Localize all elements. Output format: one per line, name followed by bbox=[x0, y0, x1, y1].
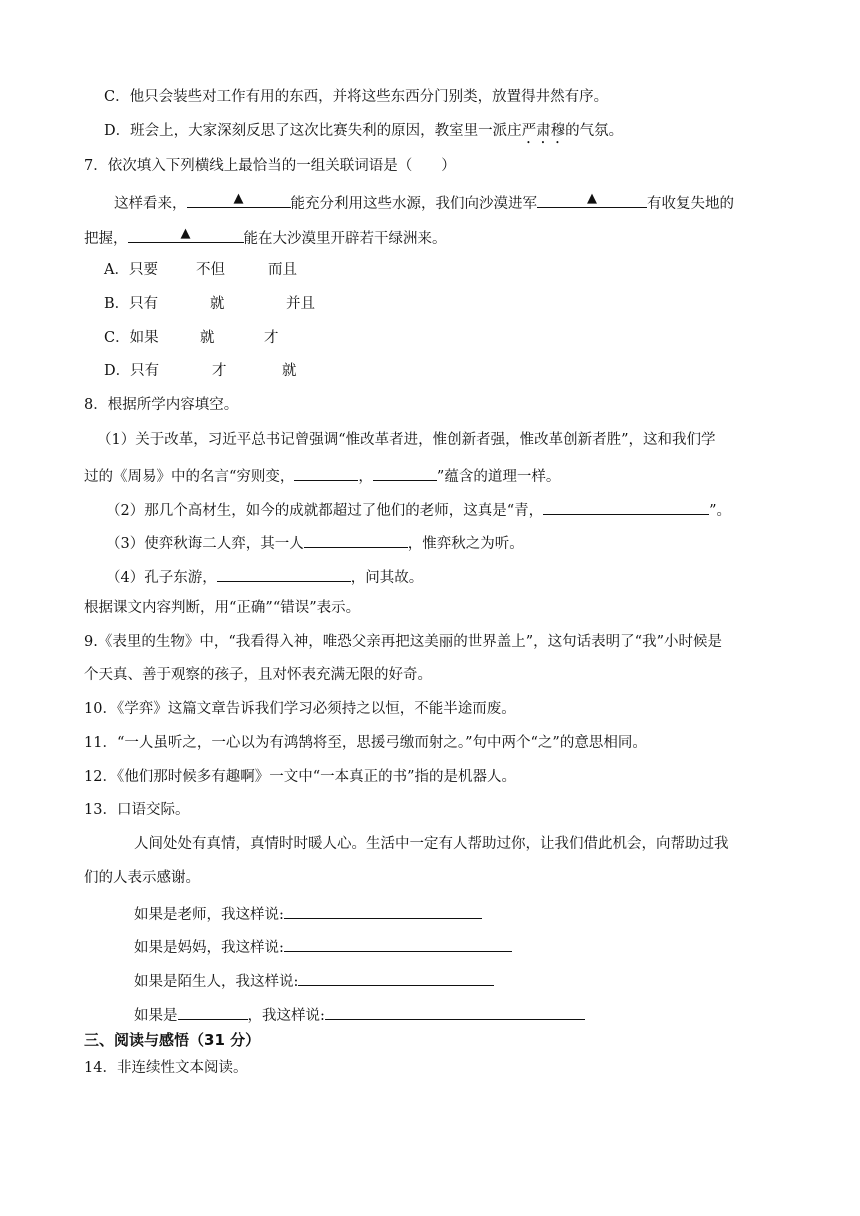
q8-part3-text: （3）使弈秋诲二人弈，其一人 bbox=[106, 536, 304, 552]
q9-line1: 9.《表里的生物》中，“我看得入神，唯恐父亲再把这美丽的世界盖上”，这句话表明了“我”小时候是 bbox=[84, 634, 722, 650]
option-word: D．只有 bbox=[104, 363, 160, 379]
q13-stranger-blank[interactable] bbox=[298, 969, 494, 986]
q10: 10．《学弈》这篇文章告诉我们学习必须持之以恒，不能半途而废。 bbox=[84, 701, 516, 717]
q8-blank-4[interactable] bbox=[304, 531, 408, 548]
judge-intro: 根据课文内容判断，用“正确”“错误”表示。 bbox=[84, 600, 361, 616]
triangle-marker-icon: ▲ bbox=[587, 191, 597, 206]
q8-part2-end: ”。 bbox=[709, 503, 732, 519]
q7-line1 bbox=[114, 191, 734, 214]
option-word: C．如果 bbox=[104, 330, 159, 346]
section-3-heading: 三、阅读与感悟（31 分） bbox=[84, 1031, 261, 1049]
q7-line1-c: 有收复失地的 bbox=[647, 196, 734, 212]
option-word: 并且 bbox=[286, 296, 315, 312]
q6-option-d-dotted: 严肃穆 bbox=[521, 123, 566, 139]
q8-part3 bbox=[106, 531, 524, 554]
q8-part2-text: （2）那几个高材生，如今的成就都超过了他们的老师，这真是“青， bbox=[106, 503, 544, 519]
q7-line1-a: 这样看来， bbox=[114, 196, 187, 212]
q6-option-d-end: 的气氛。 bbox=[565, 123, 624, 139]
q13-teacher-label: 如果是老师，我这样说: bbox=[134, 907, 284, 923]
option-word: 就 bbox=[200, 330, 215, 346]
q6-option-d-text: D．班会上，大家深刻反思了这次比赛失利的原因，教室里一派庄 bbox=[104, 123, 522, 139]
q7-blank-1[interactable] bbox=[187, 191, 291, 208]
q8-part1-text: 过的《周易》中的名言“穷则变， bbox=[84, 469, 295, 485]
q13-para-line1: 人间处处有真情，真情时时暖人心。生活中一定有人帮助过你，让我们借此机会，向帮助过我 bbox=[134, 836, 729, 852]
q7-blank-2[interactable] bbox=[537, 191, 647, 208]
q6-option-c: C．他只会装些对工作有用的东西，并将这些东西分门别类，放置得井然有序。 bbox=[104, 89, 609, 105]
option-word: B．只有 bbox=[104, 296, 159, 312]
q8-blank-3[interactable] bbox=[543, 498, 709, 515]
q13-custom-blank-2[interactable] bbox=[325, 1003, 585, 1020]
q7-option-b bbox=[104, 294, 315, 314]
q7-option-a bbox=[104, 260, 297, 280]
q7-blank-3[interactable] bbox=[128, 226, 244, 243]
q8-part4-text: （4）孔子东游， bbox=[106, 570, 217, 586]
q13-stranger bbox=[134, 969, 494, 992]
q7-line2-b: 能在大沙漠里开辟若干绿洲来。 bbox=[243, 231, 447, 247]
q8-part1-line2 bbox=[84, 464, 560, 487]
q8-part1-end: ”蕴含的道理一样。 bbox=[436, 469, 561, 485]
q11: 11．“一人虽听之，一心以为有鸿鹄将至，思援弓缴而射之。”句中两个“之”的意思相同。 bbox=[84, 735, 647, 751]
q13-custom bbox=[134, 1003, 585, 1026]
q7-line1-b: 能充分利用这些水源，我们向沙漠进军 bbox=[290, 196, 537, 212]
q7-stem: 7．依次填入下列横线上最恰当的一组关联词语是（ ） bbox=[84, 158, 456, 174]
q8-blank-1[interactable] bbox=[294, 464, 358, 481]
option-word: 就 bbox=[210, 296, 225, 312]
triangle-marker-icon: ▲ bbox=[180, 226, 191, 241]
q7-line2-a: 把握， bbox=[84, 231, 128, 247]
q8-blank-2[interactable] bbox=[373, 464, 437, 481]
option-word: 才 bbox=[264, 330, 279, 346]
q13-teacher-blank[interactable] bbox=[284, 902, 482, 919]
q13-mom-label: 如果是妈妈，我这样说: bbox=[134, 940, 284, 956]
q8-stem: 8．根据所学内容填空。 bbox=[84, 397, 239, 413]
q13-teacher bbox=[134, 902, 482, 925]
q13-custom-label-2: ，我这样说: bbox=[247, 1008, 325, 1024]
triangle-marker-icon: ▲ bbox=[233, 191, 244, 206]
q8-blank-5[interactable] bbox=[217, 565, 351, 582]
q13-stranger-label: 如果是陌生人，我这样说: bbox=[134, 974, 299, 990]
q12: 12．《他们那时候多有趣啊》一文中“一本真正的书”指的是机器人。 bbox=[84, 769, 517, 785]
q7-option-d bbox=[104, 361, 297, 381]
option-word: 才 bbox=[212, 363, 227, 379]
option-word: 不但 bbox=[196, 262, 225, 278]
q13-mom-blank[interactable] bbox=[284, 935, 512, 952]
q13-custom-blank-1[interactable] bbox=[178, 1003, 248, 1020]
q13-para-line2: 们的人表示感谢。 bbox=[84, 870, 200, 886]
q13-mom bbox=[134, 935, 512, 958]
q9-line2: 个天真、善于观察的孩子，且对怀表充满无限的好奇。 bbox=[84, 667, 432, 683]
q8-part3-end: ，惟弈秋之为听。 bbox=[407, 536, 524, 552]
q7-option-c bbox=[104, 328, 279, 348]
q8-part4-end: ，问其故。 bbox=[350, 570, 424, 586]
q8-part4 bbox=[106, 565, 423, 588]
q8-part2 bbox=[106, 498, 731, 521]
option-word: 而且 bbox=[268, 262, 297, 278]
q8-part1-line1: （1）关于改革，习近平总书记曾强调“惟改革者进，惟创新者强，惟改革创新者胜”，这和我们学 bbox=[97, 432, 716, 448]
q6-option-d bbox=[104, 121, 623, 147]
option-word: 就 bbox=[282, 363, 297, 379]
q8-part1-sep: ， bbox=[358, 469, 373, 485]
option-word: A．只要 bbox=[104, 262, 158, 278]
q13-custom-label: 如果是 bbox=[134, 1008, 178, 1024]
q13-stem: 13．口语交际。 bbox=[84, 802, 190, 818]
q7-line2 bbox=[84, 226, 447, 249]
q14-stem: 14．非连续性文本阅读。 bbox=[84, 1060, 248, 1076]
